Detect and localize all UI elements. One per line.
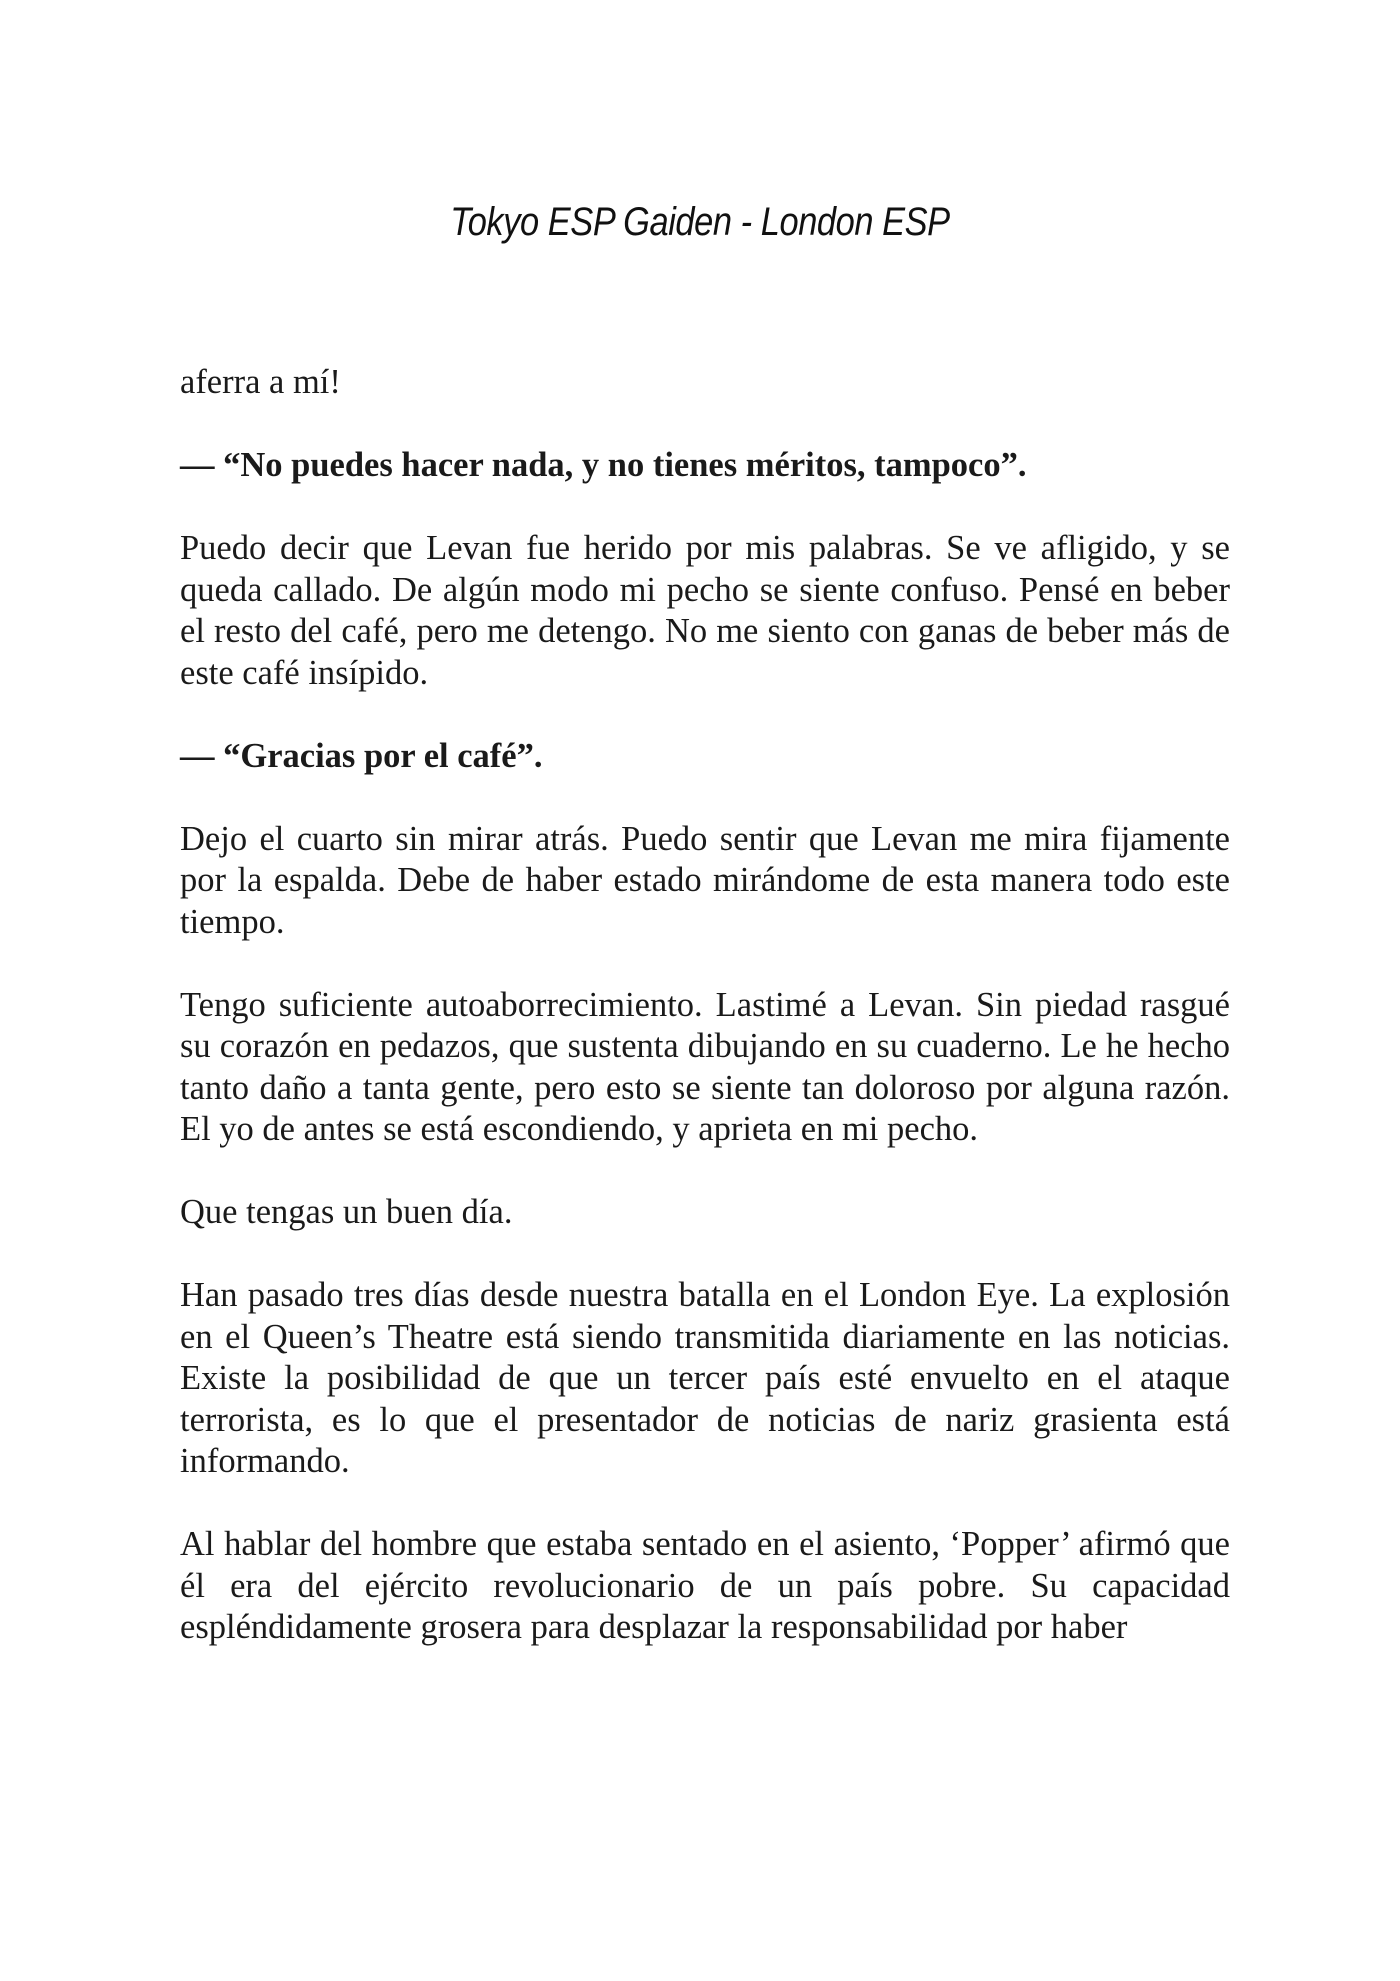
paragraph-7: Al hablar del hombre que estaba sentado en el asiento, ‘Popper’ afirmó que él era del ejército revolucionario de un país pobre. Su capacidad espléndidamente grosera para desplazar la responsabilidad por haber (180, 1525, 1230, 1646)
body-text (180, 362, 1230, 1649)
dialogue-line-2: — “Gracias por el café”. (180, 736, 543, 775)
paragraph-1: aferra a mí! (180, 363, 341, 401)
paragraph-5: Que tengas un buen día. (180, 1193, 513, 1231)
paragraph-2: Puedo decir que Levan fue herido por mis palabras. Se ve afligido, y se queda callado. De algún modo mi pecho se siente confuso. Pensé en beber el resto del café, pero me detengo. No me siento con ganas de beber más de este café insípido. (180, 529, 1230, 692)
paragraph-3: Dejo el cuarto sin mirar atrás. Puedo sentir que Levan me mira fijamente por la espalda. Debe de haber estado mirándome de esta manera todo este tiempo. (180, 819, 1230, 941)
paragraph-6: Han pasado tres días desde nuestra batalla en el London Eye. La explosión en el Queen’s Theatre está siendo transmitida diariamente en las noticias. Existe la posibilidad de que un tercer país esté envuelto en el ataque terrorista, es lo que el presentador de noticias de nariz grasienta está informando. (180, 1276, 1230, 1480)
running-header: Tokyo ESP Gaiden - London ESP (450, 200, 950, 244)
dialogue-line-1: — “No puedes hacer nada, y no tienes méritos, tampoco”. (180, 446, 1027, 484)
paragraph-4: Tengo suficiente autoaborrecimiento. Lastimé a Levan. Sin piedad rasgué su corazón en pedazos, que sustenta dibujando en su cuaderno. Le he hecho tanto daño a tanta gente, pero esto se siente tan doloroso por alguna razón. El yo de antes se está escondiendo, y aprieta en mi pecho. (180, 985, 1230, 1148)
